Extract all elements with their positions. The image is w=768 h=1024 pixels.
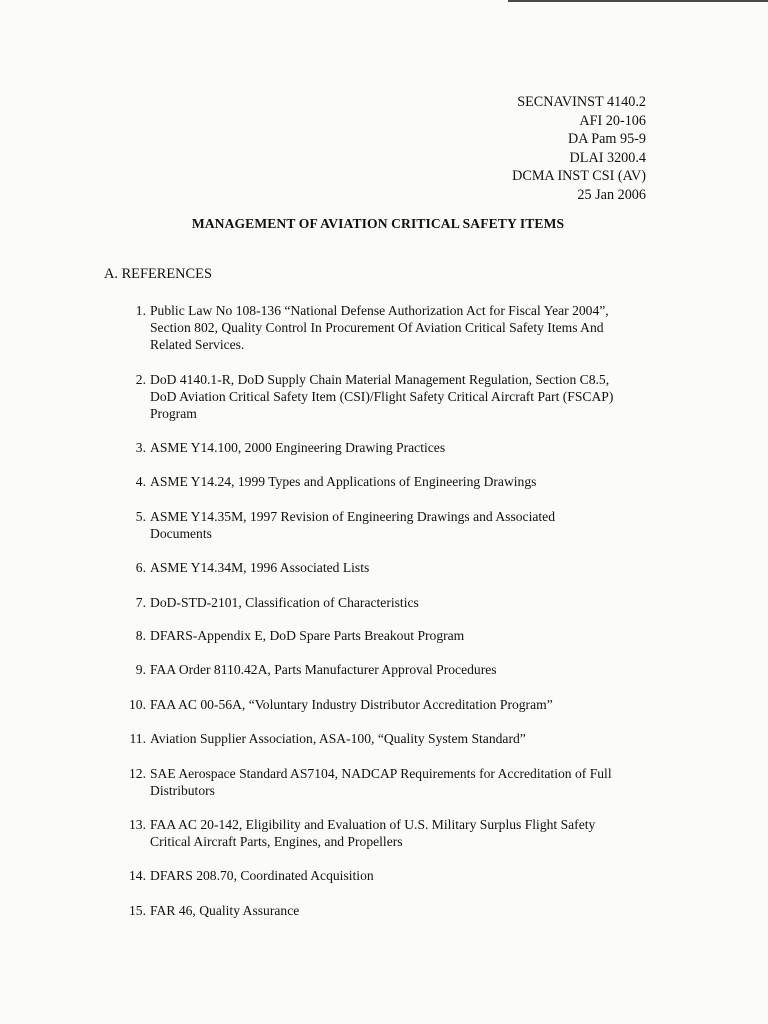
section-heading-references: A. REFERENCES xyxy=(104,266,212,282)
reference-line: Distributors xyxy=(150,783,215,799)
reference-item xyxy=(116,559,676,576)
reference-line: ASME Y14.34M, 1996 Associated Lists xyxy=(150,560,370,575)
reference-number: 4. xyxy=(135,474,146,489)
reference-item xyxy=(116,302,676,354)
reference-number: 3. xyxy=(135,440,146,455)
reference-number: 13. xyxy=(129,817,146,832)
reference-number: 6. xyxy=(135,560,146,575)
reference-line: ASME Y14.100, 2000 Engineering Drawing Practices xyxy=(150,440,446,455)
reference-number: 9. xyxy=(135,662,146,677)
reference-number: 14. xyxy=(129,868,146,883)
reference-item xyxy=(116,371,676,423)
reference-item xyxy=(116,816,676,850)
reference-line: DoD 4140.1-R, DoD Supply Chain Material Management Regulation, Section C8.5, xyxy=(150,372,610,387)
document-date: 25 Jan 2006 xyxy=(577,186,646,203)
reference-number: 1. xyxy=(135,303,146,318)
reference-text xyxy=(150,594,676,611)
reference-item xyxy=(116,730,676,747)
reference-text xyxy=(150,867,676,884)
reference-number: 15. xyxy=(129,903,146,918)
reference-line: FAA Order 8110.42A, Parts Manufacturer Approval Procedures xyxy=(150,662,497,677)
reference-line: FAR 46, Quality Assurance xyxy=(150,903,300,918)
reference-text xyxy=(150,902,676,919)
reference-text xyxy=(150,765,676,799)
reference-item xyxy=(116,765,676,799)
reference-number: 8. xyxy=(135,628,146,643)
reference-line: DFARS-Appendix E, DoD Spare Parts Breakout Program xyxy=(150,628,465,643)
reference-item xyxy=(116,508,676,542)
reference-line: Section 802, Quality Control In Procurement Of Aviation Critical Safety Items And xyxy=(150,320,604,336)
reference-line: Program xyxy=(150,406,197,422)
reference-number: 11. xyxy=(129,731,146,746)
identifier-afi: AFI 20-106 xyxy=(579,112,646,129)
reference-number: 7. xyxy=(135,595,146,610)
reference-text xyxy=(150,730,676,747)
reference-line: FAA AC 00-56A, “Voluntary Industry Distributor Accreditation Program” xyxy=(150,697,553,712)
reference-line: ASME Y14.24, 1999 Types and Applications of Engineering Drawings xyxy=(150,474,537,489)
reference-item xyxy=(116,473,676,490)
identifier-dcma-inst: DCMA INST CSI (AV) xyxy=(512,168,646,184)
identifier-da-pam: DA Pam 95-9 xyxy=(567,131,646,147)
identifier-secnavinst: SECNAVINST 4140.2 xyxy=(517,94,646,110)
reference-item xyxy=(116,594,676,611)
reference-line: DFARS 208.70, Coordinated Acquisition xyxy=(150,868,374,883)
reference-line: DoD Aviation Critical Safety Item (CSI)/Flight Safety Critical Aircraft Part (FSCAP) xyxy=(150,389,614,405)
reference-text xyxy=(150,816,676,850)
reference-text xyxy=(150,559,676,576)
identifier-dlai: DLAI 3200.4 xyxy=(569,149,646,166)
reference-text xyxy=(150,473,676,490)
reference-text xyxy=(150,627,676,644)
reference-text xyxy=(150,439,676,456)
reference-text xyxy=(150,508,676,542)
reference-number: 2. xyxy=(135,372,146,387)
reference-line: ASME Y14.35M, 1997 Revision of Engineering Drawings and Associated xyxy=(150,509,555,524)
reference-line: Documents xyxy=(150,526,212,542)
reference-line: Public Law No 108-136 “National Defense Authorization Act for Fiscal Year 2004”, xyxy=(150,303,609,318)
reference-number: 5. xyxy=(135,509,146,524)
reference-item xyxy=(116,439,676,456)
reference-line: Related Services. xyxy=(150,337,245,353)
reference-line: Critical Aircraft Parts, Engines, and Propellers xyxy=(150,834,403,850)
reference-text xyxy=(150,371,676,423)
reference-item xyxy=(116,902,676,919)
reference-number: 10. xyxy=(129,697,146,712)
reference-item xyxy=(116,661,676,678)
reference-item xyxy=(116,867,676,884)
reference-item xyxy=(116,696,676,713)
document-title: MANAGEMENT OF AVIATION CRITICAL SAFETY ITEMS xyxy=(191,216,565,231)
reference-number: 12. xyxy=(129,766,146,781)
reference-line: Aviation Supplier Association, ASA-100, “Quality System Standard” xyxy=(150,731,526,746)
reference-text xyxy=(150,661,676,678)
reference-text xyxy=(150,696,676,713)
reference-line: FAA AC 20-142, Eligibility and Evaluation of U.S. Military Surplus Flight Safety xyxy=(150,817,596,832)
reference-item xyxy=(116,627,676,644)
reference-line: DoD-STD-2101, Classification of Characteristics xyxy=(150,595,419,610)
reference-line: SAE Aerospace Standard AS7104, NADCAP Requirements for Accreditation of Full xyxy=(150,766,612,781)
reference-text xyxy=(150,302,676,354)
